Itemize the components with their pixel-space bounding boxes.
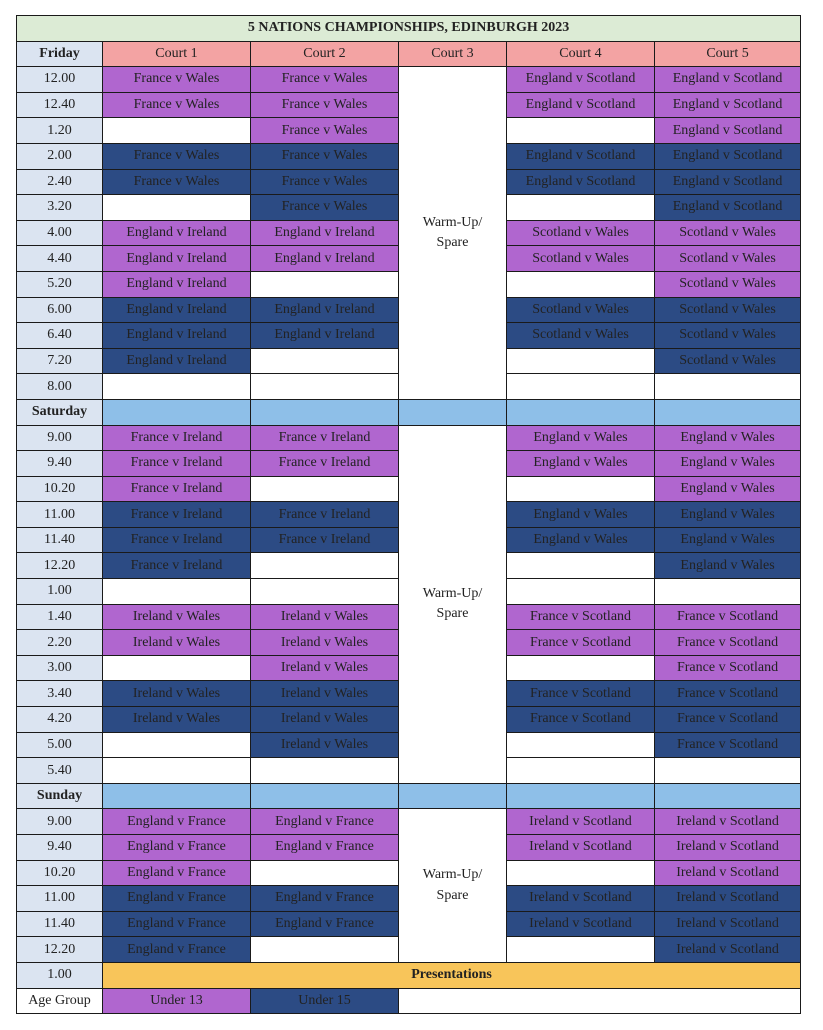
schedule-table [16, 15, 801, 1014]
match-cell: France v Wales [251, 92, 399, 118]
match-cell: England v France [103, 835, 251, 861]
match-cell: England v Ireland [251, 246, 399, 272]
time-slot: 11.40 [17, 911, 103, 937]
spare-line: Spare [436, 235, 469, 251]
match-cell: France v Ireland [251, 527, 399, 553]
match-cell: England v France [103, 886, 251, 912]
match-cell: England v Ireland [103, 348, 251, 374]
empty-slot [507, 271, 655, 297]
time-slot: 2.40 [17, 169, 103, 195]
schedule-row [17, 67, 801, 93]
match-cell: France v Ireland [103, 527, 251, 553]
empty-slot [251, 758, 399, 784]
match-cell: France v Ireland [103, 502, 251, 528]
match-cell: England v Scotland [507, 169, 655, 195]
day-band-cell [251, 399, 399, 425]
time-slot: 2.00 [17, 143, 103, 169]
empty-slot [507, 732, 655, 758]
time-slot: 1.40 [17, 604, 103, 630]
time-slot: 5.20 [17, 271, 103, 297]
time-slot: 6.40 [17, 323, 103, 349]
match-cell: Scotland v Wales [655, 297, 801, 323]
match-cell: England v Wales [507, 425, 655, 451]
time-slot: 7.20 [17, 348, 103, 374]
match-cell: Scotland v Wales [507, 246, 655, 272]
match-cell: France v Wales [251, 195, 399, 221]
time-slot: 9.40 [17, 835, 103, 861]
empty-slot [251, 553, 399, 579]
empty-slot [507, 195, 655, 221]
time-slot: 4.40 [17, 246, 103, 272]
match-cell: England v France [103, 860, 251, 886]
match-cell: Scotland v Wales [655, 271, 801, 297]
match-cell: Ireland v Wales [103, 707, 251, 733]
time-slot: 1.00 [17, 962, 103, 988]
day-band-cell [507, 399, 655, 425]
legend-under15: Under 15 [251, 988, 399, 1014]
time-slot: 6.00 [17, 297, 103, 323]
day-band-cell [103, 399, 251, 425]
match-cell: France v Wales [103, 67, 251, 93]
empty-slot [251, 348, 399, 374]
match-cell: England v France [103, 809, 251, 835]
age-group-label: Age Group [17, 988, 103, 1014]
match-cell: England v Ireland [103, 297, 251, 323]
empty-slot [507, 476, 655, 502]
match-cell: England v Ireland [251, 220, 399, 246]
time-slot: 3.20 [17, 195, 103, 221]
empty-slot [655, 374, 801, 400]
schedule-row [17, 809, 801, 835]
match-cell: France v Scotland [507, 604, 655, 630]
match-cell: France v Scotland [655, 707, 801, 733]
match-cell: Scotland v Wales [507, 297, 655, 323]
time-slot: 9.00 [17, 425, 103, 451]
time-slot: 3.00 [17, 655, 103, 681]
empty-slot [507, 937, 655, 963]
match-cell: France v Wales [251, 118, 399, 144]
match-cell: Scotland v Wales [655, 246, 801, 272]
day-label: Friday [17, 41, 103, 67]
court3-warmup-spare [399, 425, 507, 783]
match-cell: Ireland v Wales [251, 681, 399, 707]
match-cell: England v Ireland [251, 297, 399, 323]
match-cell: France v Scotland [655, 604, 801, 630]
match-cell: England v France [251, 911, 399, 937]
match-cell: Ireland v Scotland [507, 835, 655, 861]
match-cell: England v Scotland [655, 118, 801, 144]
match-cell: France v Scotland [507, 681, 655, 707]
match-cell: England v France [251, 809, 399, 835]
empty-slot [507, 118, 655, 144]
schedule-sheet [16, 15, 801, 1014]
time-slot: 9.40 [17, 451, 103, 477]
legend-row [17, 988, 801, 1014]
match-cell: England v Scotland [507, 92, 655, 118]
empty-slot [103, 579, 251, 605]
empty-slot [251, 374, 399, 400]
match-cell: Scotland v Wales [655, 323, 801, 349]
time-slot: 8.00 [17, 374, 103, 400]
empty-slot [251, 476, 399, 502]
time-slot: 12.20 [17, 553, 103, 579]
spare-line: Spare [436, 887, 469, 903]
empty-slot [507, 553, 655, 579]
time-slot: 1.20 [17, 118, 103, 144]
empty-slot [103, 758, 251, 784]
time-slot: 11.40 [17, 527, 103, 553]
time-slot: 3.40 [17, 681, 103, 707]
warmup-line: Warm-Up/ [422, 585, 483, 601]
schedule-row [17, 425, 801, 451]
match-cell: England v Scotland [507, 143, 655, 169]
match-cell: England v Ireland [251, 323, 399, 349]
empty-slot [103, 118, 251, 144]
match-cell: England v Wales [655, 425, 801, 451]
match-cell: France v Ireland [103, 476, 251, 502]
time-slot: 12.00 [17, 67, 103, 93]
legend-filler [399, 988, 801, 1014]
match-cell: England v Ireland [103, 323, 251, 349]
time-slot: 2.20 [17, 630, 103, 656]
match-cell: Ireland v Wales [251, 630, 399, 656]
legend-under13: Under 13 [103, 988, 251, 1014]
day-label: Saturday [17, 399, 103, 425]
match-cell: Ireland v Wales [103, 630, 251, 656]
match-cell: France v Wales [103, 143, 251, 169]
time-slot: 5.40 [17, 758, 103, 784]
match-cell: Scotland v Wales [507, 220, 655, 246]
match-cell: England v Wales [507, 527, 655, 553]
match-cell: Ireland v Scotland [655, 911, 801, 937]
match-cell: France v Scotland [655, 630, 801, 656]
match-cell: England v Scotland [655, 67, 801, 93]
match-cell: England v Ireland [103, 271, 251, 297]
empty-slot [251, 860, 399, 886]
match-cell: Scotland v Wales [507, 323, 655, 349]
match-cell: England v Wales [655, 476, 801, 502]
match-cell: Ireland v Scotland [507, 911, 655, 937]
day-band-cell [507, 783, 655, 809]
match-cell: Ireland v Wales [103, 681, 251, 707]
time-slot: 9.00 [17, 809, 103, 835]
day-band-cell [399, 783, 507, 809]
match-cell: England v Scotland [507, 67, 655, 93]
match-cell: Ireland v Scotland [655, 835, 801, 861]
match-cell: England v Wales [655, 553, 801, 579]
court3-warmup-spare [399, 809, 507, 963]
match-cell: Ireland v Scotland [655, 937, 801, 963]
match-cell: Ireland v Scotland [507, 886, 655, 912]
empty-slot [103, 374, 251, 400]
day-band-cell [655, 399, 801, 425]
presentations-row [17, 962, 801, 988]
empty-slot [507, 374, 655, 400]
time-slot: 5.00 [17, 732, 103, 758]
time-slot: 10.20 [17, 476, 103, 502]
match-cell: Ireland v Scotland [655, 860, 801, 886]
match-cell: France v Wales [251, 67, 399, 93]
empty-slot [507, 655, 655, 681]
match-cell: France v Wales [103, 169, 251, 195]
match-cell: England v Scotland [655, 143, 801, 169]
court-header: Court 1 [103, 41, 251, 67]
day-label: Sunday [17, 783, 103, 809]
match-cell: England v France [103, 937, 251, 963]
day-header-row [17, 399, 801, 425]
court-header: Court 3 [399, 41, 507, 67]
match-cell: England v France [251, 835, 399, 861]
match-cell: Ireland v Scotland [655, 886, 801, 912]
match-cell: Ireland v Scotland [655, 809, 801, 835]
day-header-row [17, 783, 801, 809]
page-title: 5 NATIONS CHAMPIONSHIPS, EDINBURGH 2023 [17, 16, 801, 42]
warmup-line: Warm-Up/ [422, 214, 483, 230]
empty-slot [655, 579, 801, 605]
match-cell: France v Scotland [655, 655, 801, 681]
match-cell: England v Wales [507, 502, 655, 528]
empty-slot [507, 860, 655, 886]
day-band-cell [399, 399, 507, 425]
court3-warmup-spare [399, 67, 507, 400]
match-cell: Ireland v Wales [103, 604, 251, 630]
time-slot: 12.20 [17, 937, 103, 963]
day-band-cell [251, 783, 399, 809]
time-slot: 12.40 [17, 92, 103, 118]
empty-slot [103, 732, 251, 758]
court-header: Court 4 [507, 41, 655, 67]
match-cell: Scotland v Wales [655, 220, 801, 246]
court-header: Court 2 [251, 41, 399, 67]
match-cell: France v Scotland [507, 630, 655, 656]
match-cell: Ireland v Scotland [507, 809, 655, 835]
day-band-cell [655, 783, 801, 809]
empty-slot [507, 758, 655, 784]
empty-slot [251, 271, 399, 297]
warmup-line: Warm-Up/ [422, 867, 483, 883]
match-cell: France v Wales [251, 143, 399, 169]
match-cell: France v Ireland [103, 451, 251, 477]
match-cell: Ireland v Wales [251, 604, 399, 630]
time-slot: 1.00 [17, 579, 103, 605]
time-slot: 4.20 [17, 707, 103, 733]
match-cell: England v Scotland [655, 195, 801, 221]
match-cell: France v Ireland [103, 553, 251, 579]
court-header: Court 5 [655, 41, 801, 67]
time-slot: 11.00 [17, 502, 103, 528]
match-cell: England v Wales [655, 527, 801, 553]
match-cell: England v France [251, 886, 399, 912]
presentations-cell: Presentations [103, 962, 801, 988]
day-header-row [17, 41, 801, 67]
spare-line: Spare [436, 606, 469, 622]
empty-slot [251, 937, 399, 963]
match-cell: France v Ireland [251, 451, 399, 477]
empty-slot [655, 758, 801, 784]
match-cell: France v Ireland [251, 502, 399, 528]
match-cell: France v Ireland [251, 425, 399, 451]
match-cell: England v Wales [507, 451, 655, 477]
match-cell: France v Scotland [655, 681, 801, 707]
empty-slot [507, 579, 655, 605]
time-slot: 11.00 [17, 886, 103, 912]
time-slot: 4.00 [17, 220, 103, 246]
empty-slot [103, 655, 251, 681]
match-cell: France v Scotland [655, 732, 801, 758]
match-cell: Ireland v Wales [251, 732, 399, 758]
match-cell: England v Wales [655, 502, 801, 528]
day-band-cell [103, 783, 251, 809]
match-cell: England v Wales [655, 451, 801, 477]
match-cell: France v Scotland [507, 707, 655, 733]
empty-slot [507, 348, 655, 374]
match-cell: England v Ireland [103, 246, 251, 272]
time-slot: 10.20 [17, 860, 103, 886]
match-cell: Ireland v Wales [251, 655, 399, 681]
empty-slot [251, 579, 399, 605]
match-cell: France v Wales [251, 169, 399, 195]
title-row [17, 16, 801, 42]
match-cell: England v Scotland [655, 92, 801, 118]
empty-slot [103, 195, 251, 221]
match-cell: England v Ireland [103, 220, 251, 246]
match-cell: England v Scotland [655, 169, 801, 195]
match-cell: France v Wales [103, 92, 251, 118]
match-cell: Ireland v Wales [251, 707, 399, 733]
match-cell: England v France [103, 911, 251, 937]
match-cell: France v Ireland [103, 425, 251, 451]
match-cell: Scotland v Wales [655, 348, 801, 374]
